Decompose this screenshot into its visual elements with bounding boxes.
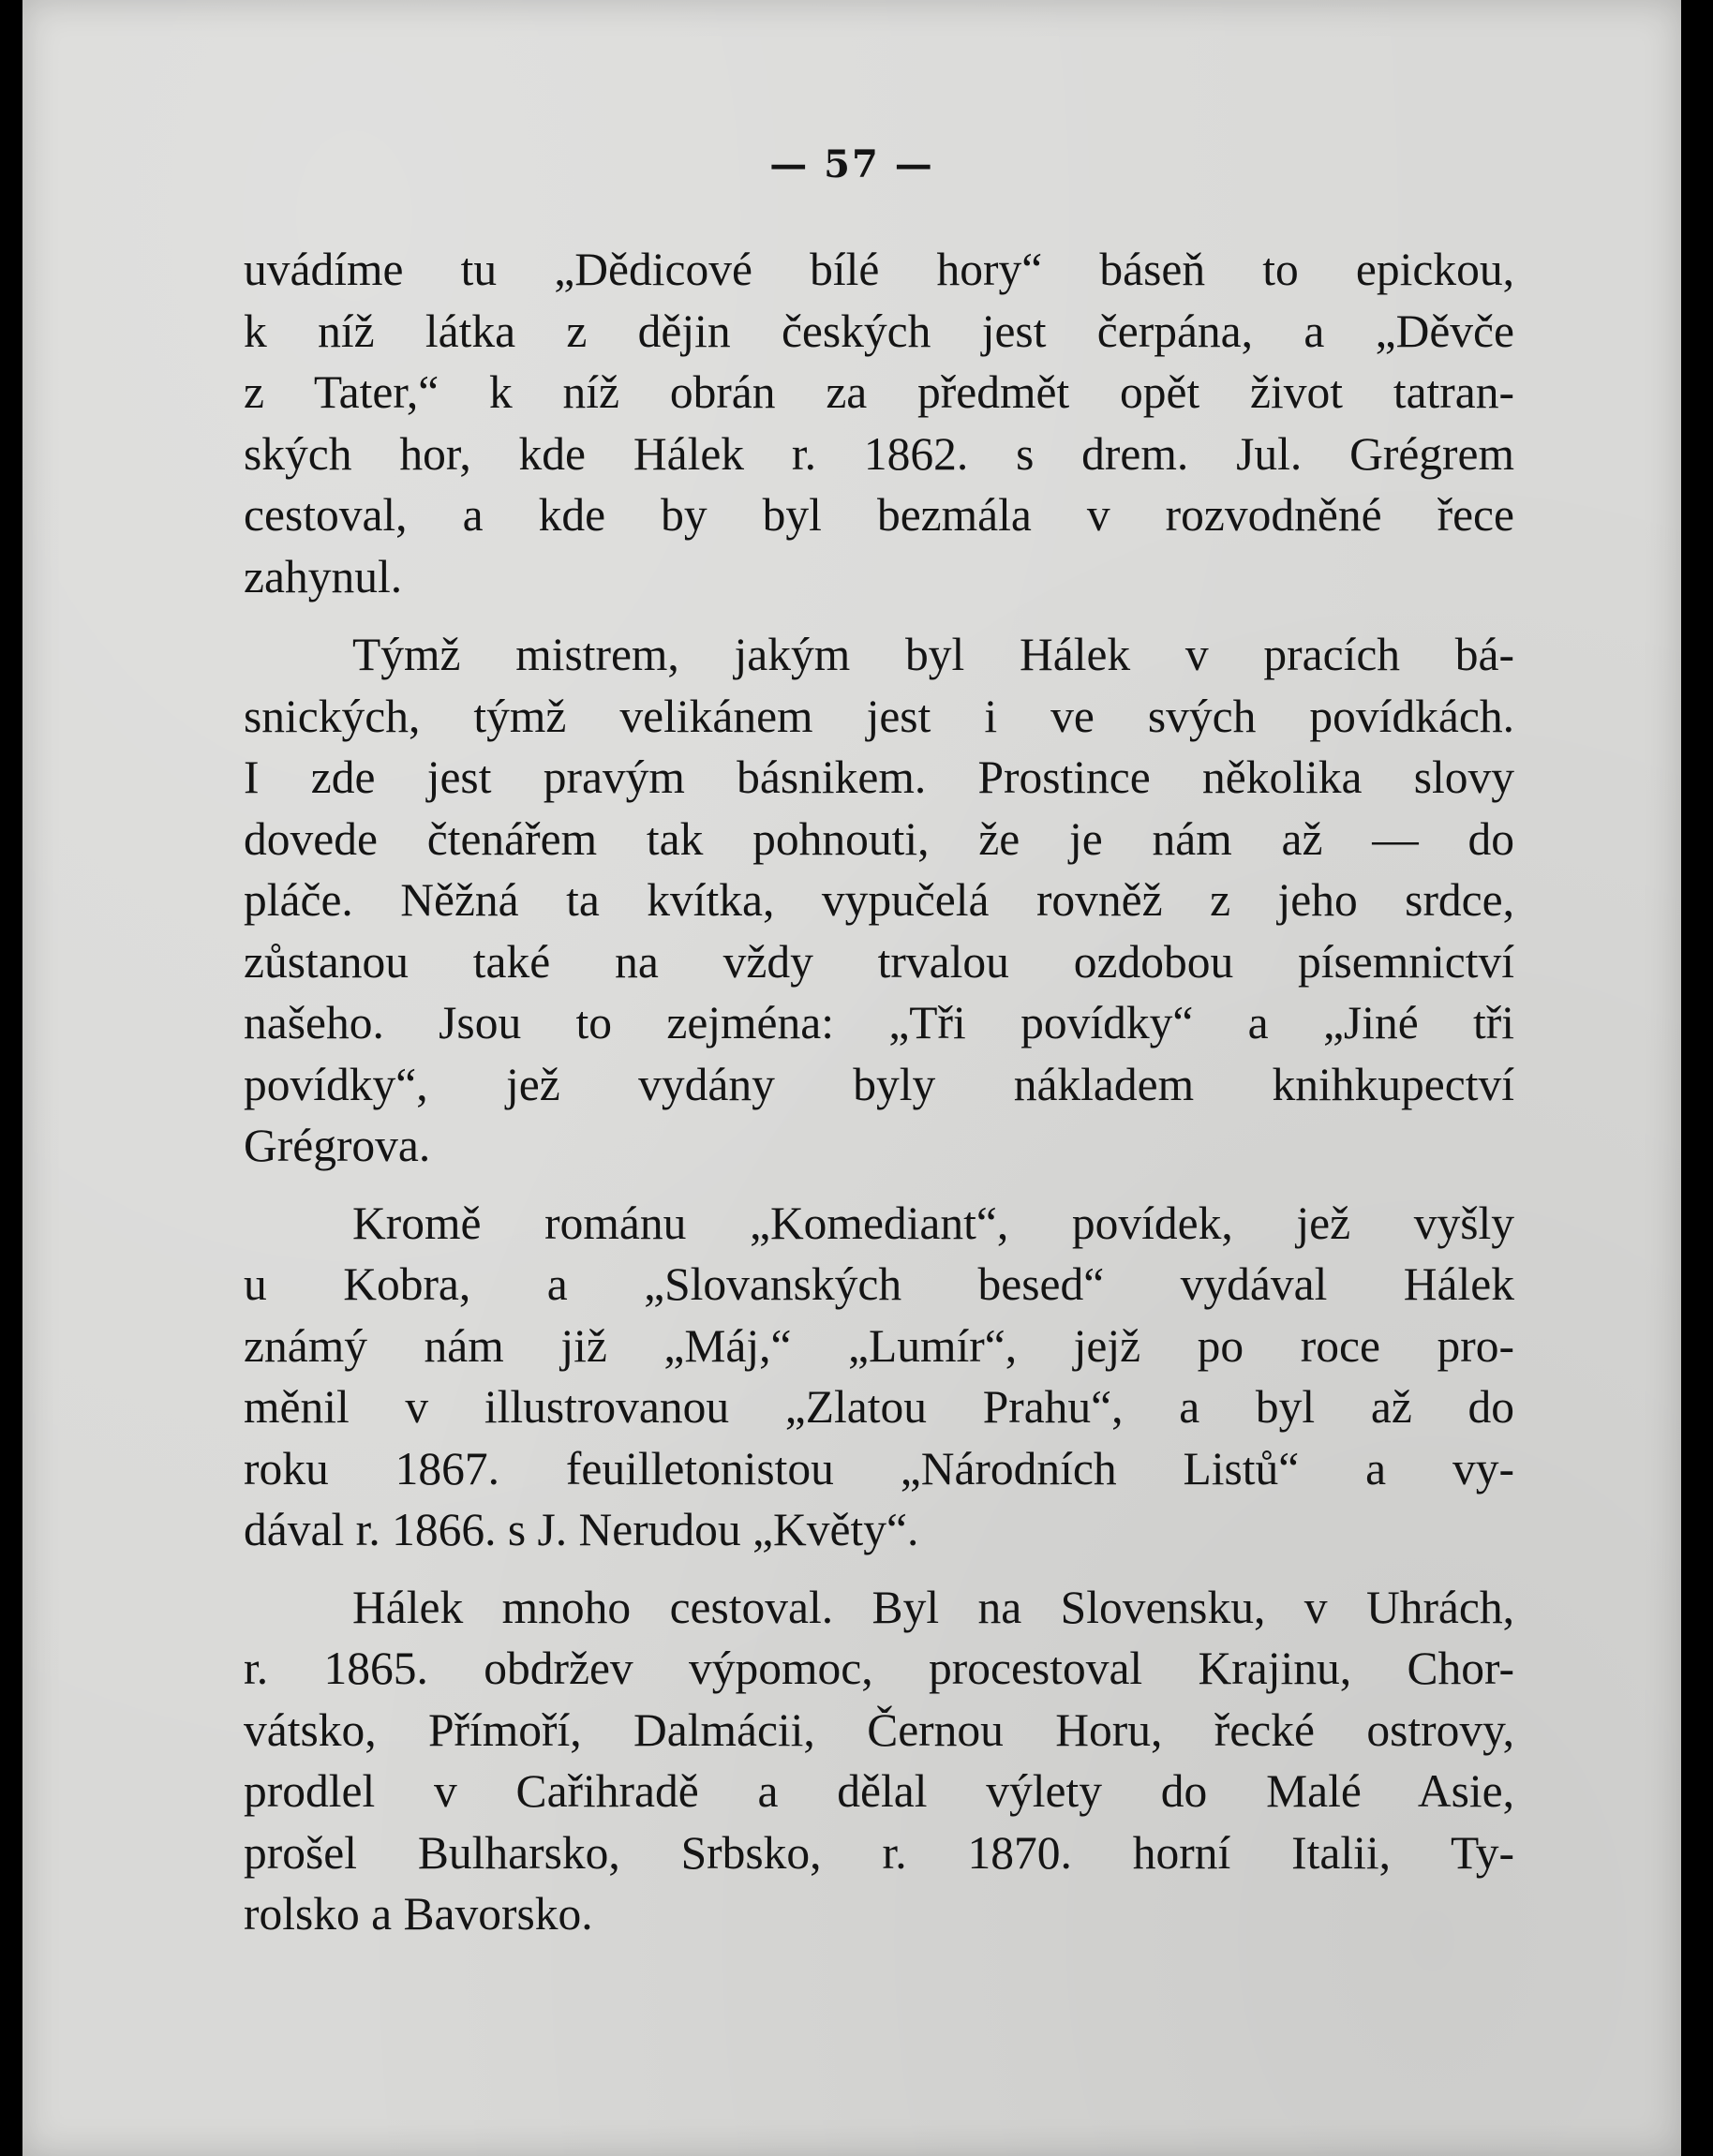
text-line: Týmž mistrem, jakým byl Hálek v pracích bá- xyxy=(352,629,1514,680)
text-line: dovede čtenářem tak pohnouti, že je nám až — do xyxy=(244,812,1514,865)
body-text xyxy=(244,239,1514,1945)
text-line: r. 1865. obdržev výpomoc, procestoval Krajinu, Chor- xyxy=(244,1643,1514,1694)
text-line: měnil v illustrovanou „Zlatou Prahu“, a byl až do xyxy=(244,1381,1514,1433)
text-line: cestoval, a kde by byl bezmála v rozvodněné řece xyxy=(244,489,1514,541)
text-line: k níž látka z dějin českých jest čerpána, a „Děvče xyxy=(244,305,1514,357)
text-line: uvádíme tu „Dědicové bílé hory“ báseň to epickou, xyxy=(244,244,1514,295)
text-line: známý nám již „Máj,“ „Lumír“, jejž po roce pro- xyxy=(244,1319,1514,1372)
paragraph-1 xyxy=(244,239,1514,607)
text-line: Grégrova. xyxy=(244,1120,431,1171)
text-line: Hálek mnoho cestoval. Byl na Slovensku, v Uhrách, xyxy=(352,1581,1514,1633)
page-number: — 57 — xyxy=(769,142,934,186)
paragraph-2 xyxy=(244,624,1514,1177)
text-line: našeho. Jsou to zejména: „Tři povídky“ a „Jiné tři xyxy=(244,997,1514,1048)
text-line: vátsko, Přímoří, Dalmácii, Černou Horu, řecké ostrovy, xyxy=(244,1703,1514,1756)
paragraph-3 xyxy=(244,1193,1514,1561)
text-line: u Kobra, a „Slovanských besed“ vydával Hálek xyxy=(244,1258,1514,1310)
text-line: prodlel v Cařihradě a dělal výlety do Malé Asie, xyxy=(244,1765,1514,1817)
text-line: zůstanou také na vždy trvalou ozdobou písemnictví xyxy=(244,935,1514,988)
text-line: z Tater,“ k níž obrán za předmět opět život tatran- xyxy=(244,366,1514,418)
book-page xyxy=(22,0,1681,2156)
text-line: Kromě románu „Komediant“, povídek, jež vyšly xyxy=(352,1197,1514,1249)
text-line: I zde jest pravým básnikem. Prostince několika slovy xyxy=(244,751,1514,803)
text-line: pláče. Něžná ta kvítka, vypučelá rovněž z jeho srdce, xyxy=(244,874,1514,926)
text-line: rolsko a Bavorsko. xyxy=(244,1888,593,1940)
text-line: prošel Bulharsko, Srbsko, r. 1870. horní Italii, Ty- xyxy=(244,1826,1514,1879)
text-line: dával r. 1866. s J. Nerudou „Květy“. xyxy=(244,1504,919,1555)
paragraph-4 xyxy=(244,1577,1514,1945)
text-line: snických, týmž velikánem jest i ve svých povídkách. xyxy=(244,690,1514,742)
text-line: roku 1867. feuilletonistou „Národních Listů“ a vy- xyxy=(244,1442,1514,1494)
text-line: povídky“, jež vydány byly nákladem knihkupectví xyxy=(244,1058,1514,1110)
text-line: zahynul. xyxy=(244,550,403,602)
text-line: ských hor, kde Hálek r. 1862. s drem. Jul. Grégrem xyxy=(244,427,1514,480)
